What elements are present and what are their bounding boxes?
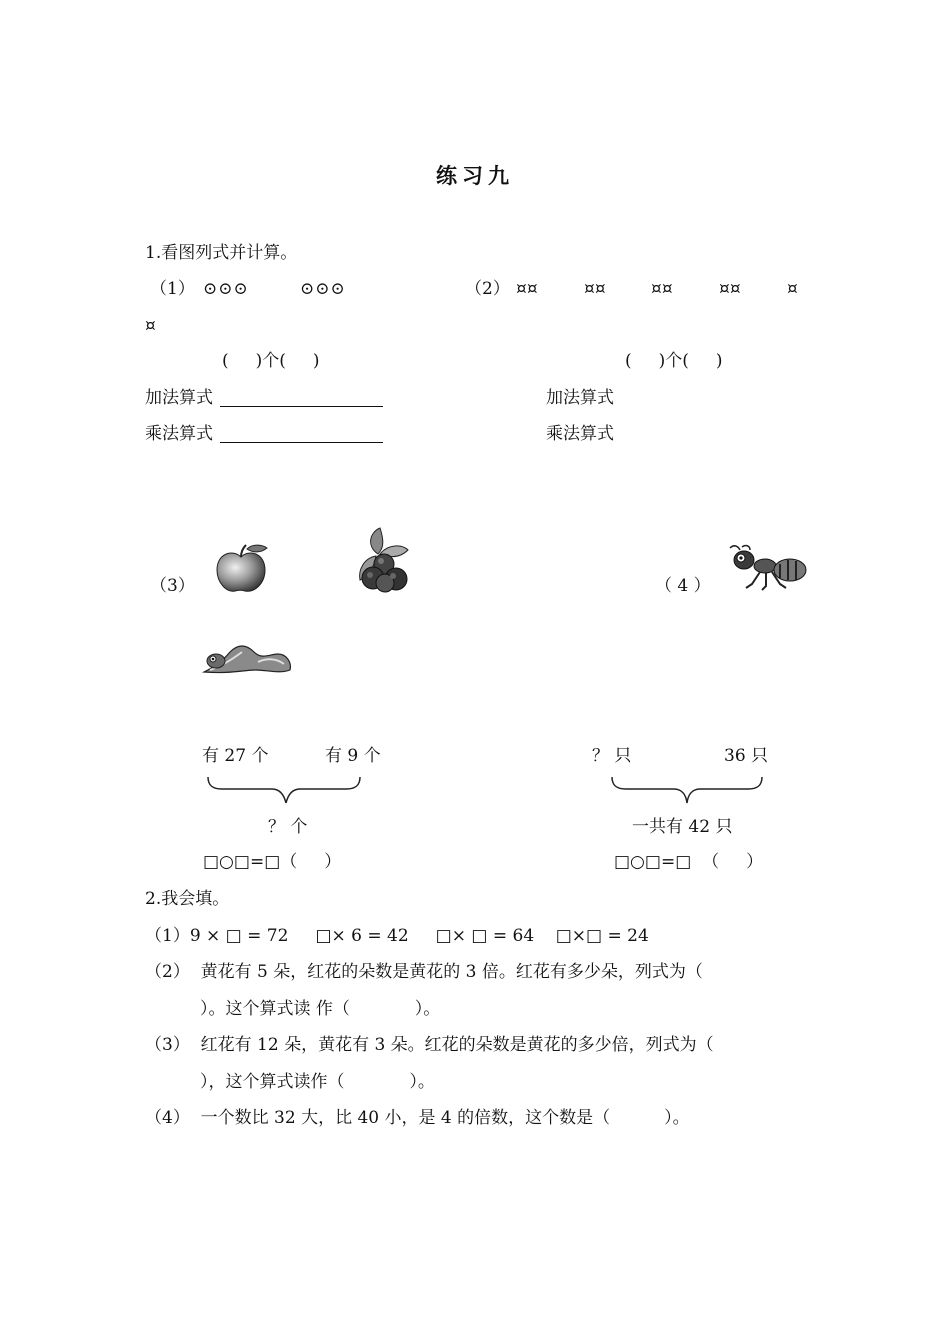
q1-p2-blank-line: ( )个( ) bbox=[625, 351, 723, 371]
chestnut-icon bbox=[356, 526, 414, 594]
q1-p4-right-top: 36 只 bbox=[724, 746, 769, 766]
q1-p1-mul-label: 乘法算式 bbox=[145, 424, 213, 444]
q1-p3-formula[interactable]: □○□=□（ ） bbox=[203, 852, 342, 872]
q2-item-4[interactable]: （4） 一个数比 32 大，比 40 小，是 4 的倍数，这个数是（ ）。 bbox=[145, 1108, 690, 1128]
q1-p1-add-answer-line[interactable] bbox=[220, 406, 383, 407]
q2-heading: 2.我会填。 bbox=[145, 889, 230, 909]
q1-heading: 1.看图列式并计算。 bbox=[145, 243, 298, 263]
q2-item-3-line-a: （3） 红花有 12 朵，黄花有 3 朵。红花的朵数是黄花的多少倍，列式为（ bbox=[145, 1035, 714, 1055]
q1-p2-label: （2） bbox=[465, 279, 510, 299]
q1-p2-group-1: ¤¤ bbox=[516, 279, 538, 299]
page-title: 练习九 bbox=[436, 163, 514, 188]
worm-icon bbox=[200, 640, 294, 678]
q1-p2-group-2: ¤¤ bbox=[584, 279, 606, 299]
q1-p1-mul-answer-line[interactable] bbox=[220, 442, 383, 443]
q2-item-3-line-b[interactable]: ），这个算式读作（ ）。 bbox=[200, 1072, 435, 1092]
q1-p3-right-top: 有 9 个 bbox=[325, 746, 381, 766]
q2-item-2-line-a: （2） 黄花有 5 朵，红花的朵数是黄花的 3 倍。红花有多少朵，列式为（ bbox=[145, 962, 703, 982]
q1-p4-left-top: ？ 只 bbox=[592, 746, 632, 766]
brace-left bbox=[206, 775, 362, 807]
q1-p2-group-3: ¤¤ bbox=[651, 279, 673, 299]
q1-p4-label: （ 4 ） bbox=[655, 576, 711, 596]
q1-p3-label: （3） bbox=[150, 576, 195, 596]
q1-p4-bottom: 一共有 42 只 bbox=[632, 817, 733, 837]
apple-icon bbox=[213, 543, 271, 595]
ant-icon bbox=[722, 542, 810, 592]
q1-p4-formula[interactable]: □○□=□ （ ） bbox=[614, 852, 764, 872]
q1-p1-blank-line: ( )个( ) bbox=[222, 351, 320, 371]
q2-item-1[interactable]: （1）9 × □ = 72 □× 6 = 42 □× □ = 64 □×□ = 24 bbox=[145, 926, 649, 946]
q1-p3-left-top: 有 27 个 bbox=[202, 746, 269, 766]
q1-p2-mul-label: 乘法算式 bbox=[546, 424, 614, 444]
brace-right bbox=[610, 775, 764, 807]
q1-p2-group-4: ¤¤ bbox=[719, 279, 741, 299]
q1-p1-add-label: 加法算式 bbox=[145, 388, 213, 408]
q1-p1-dots-group-b: ⊙⊙⊙ bbox=[300, 279, 346, 299]
q1-p1-label: （1） bbox=[150, 279, 195, 299]
q1-p1-dots-group-a: ⊙⊙⊙ bbox=[203, 279, 249, 299]
q1-p2-add-label: 加法算式 bbox=[546, 388, 614, 408]
q1-p2-group-5: ¤ bbox=[787, 279, 798, 299]
q1-p2-overflow-item: ¤ bbox=[145, 316, 156, 336]
q1-p3-bottom: ？ 个 bbox=[268, 817, 308, 837]
q2-item-2-line-b[interactable]: ）。这个算式读 作（ ）。 bbox=[200, 999, 441, 1019]
